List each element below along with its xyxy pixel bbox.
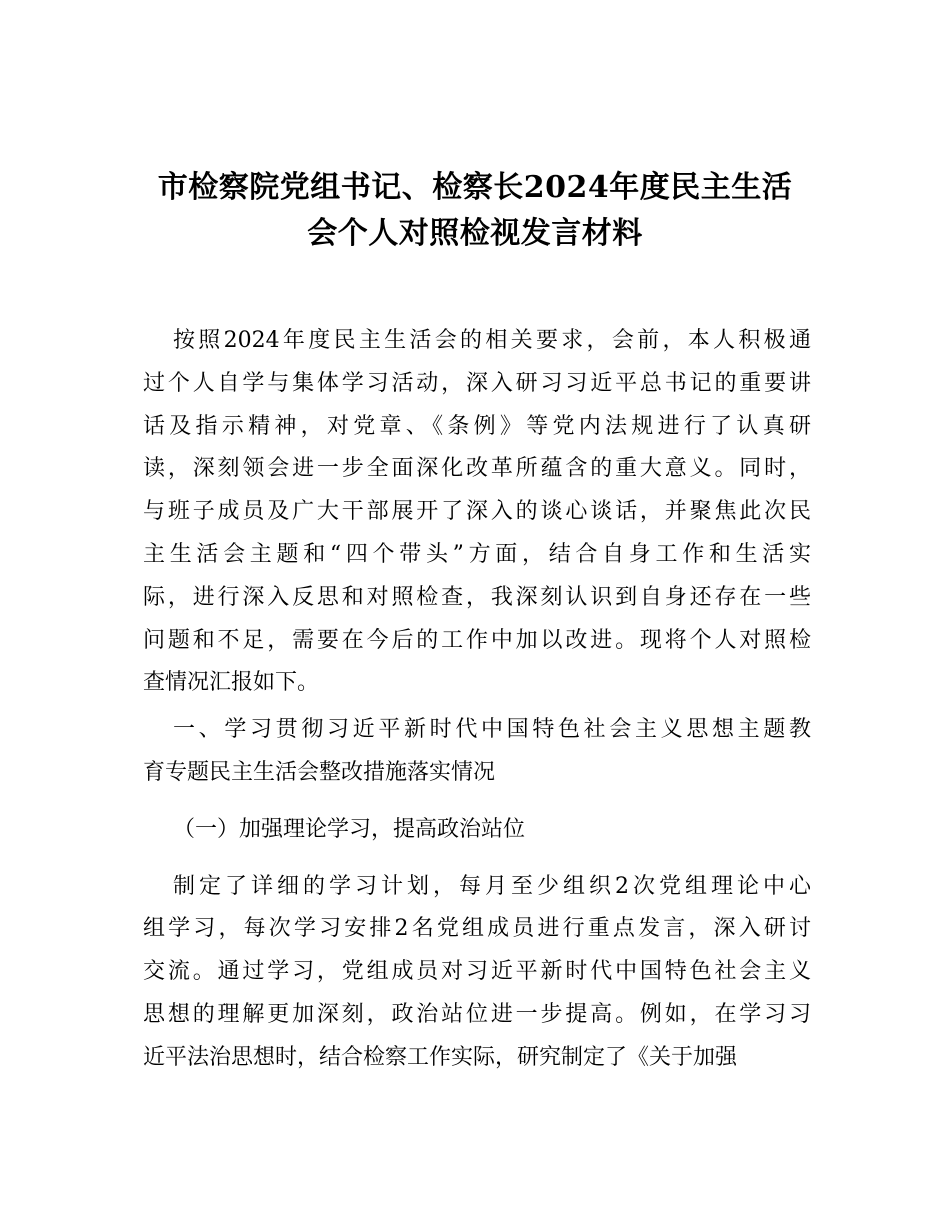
text-line: 思想的理解更加深刻，政治站位进一步提高。例如，在学习习 xyxy=(143,1001,811,1027)
paragraph xyxy=(143,320,811,705)
subsection-heading xyxy=(143,809,811,852)
document-body xyxy=(143,320,811,1080)
text-line: 育专题民主生活会整改措施落实情况 xyxy=(143,759,496,785)
text-line: 交流。通过学习，党组成员对习近平新时代中国特色社会主义 xyxy=(143,959,811,985)
section-heading xyxy=(143,709,811,795)
text-line: 与班子成员及广大干部展开了深入的谈心谈话，并聚焦此次民 xyxy=(143,499,811,525)
text-line: 问题和不足，需要在今后的工作中加以改进。现将个人对照检 xyxy=(143,627,811,653)
text-line: 组学习，每次学习安排2名党组成员进行重点发言，深入研讨 xyxy=(143,916,811,942)
text-line: 读，深刻领会进一步全面深化改革所蕴含的重大意义。同时， xyxy=(143,456,811,482)
text-line: 话及指示精神，对党章、《条例》等党内法规进行了认真研 xyxy=(143,413,811,439)
text-line: 近平法治思想时，结合检察工作实际，研究制定了《关于加强 xyxy=(143,1044,738,1070)
document-title-line-2: 会个人对照检视发言材料 xyxy=(307,216,643,251)
text-line: 查情况汇报如下。 xyxy=(143,670,320,696)
text-line: 一、学习贯彻习近平新时代中国特色社会主义思想主题教 xyxy=(173,717,811,743)
text-line: 按照2024年度民主生活会的相关要求，会前，本人积极通 xyxy=(173,328,811,353)
text-line: 际，进行深入反思和对照检查，我深刻认识到自身还存在一些 xyxy=(143,584,811,610)
text-line: 制定了详细的学习计划，每月至少组织2次党组理论中心 xyxy=(173,873,811,899)
text-line: 过个人自学与集体学习活动，深入研习习近平总书记的重要讲 xyxy=(143,370,811,396)
paragraph xyxy=(143,866,811,1080)
document-title-line-1: 市检察院党组书记、检察长2024年度民主生活 xyxy=(157,170,793,205)
text-line: （一）加强理论学习，提高政治站位 xyxy=(173,816,526,842)
text-line: 主生活会主题和“四个带头”方面，结合自身工作和生活实 xyxy=(143,541,811,567)
